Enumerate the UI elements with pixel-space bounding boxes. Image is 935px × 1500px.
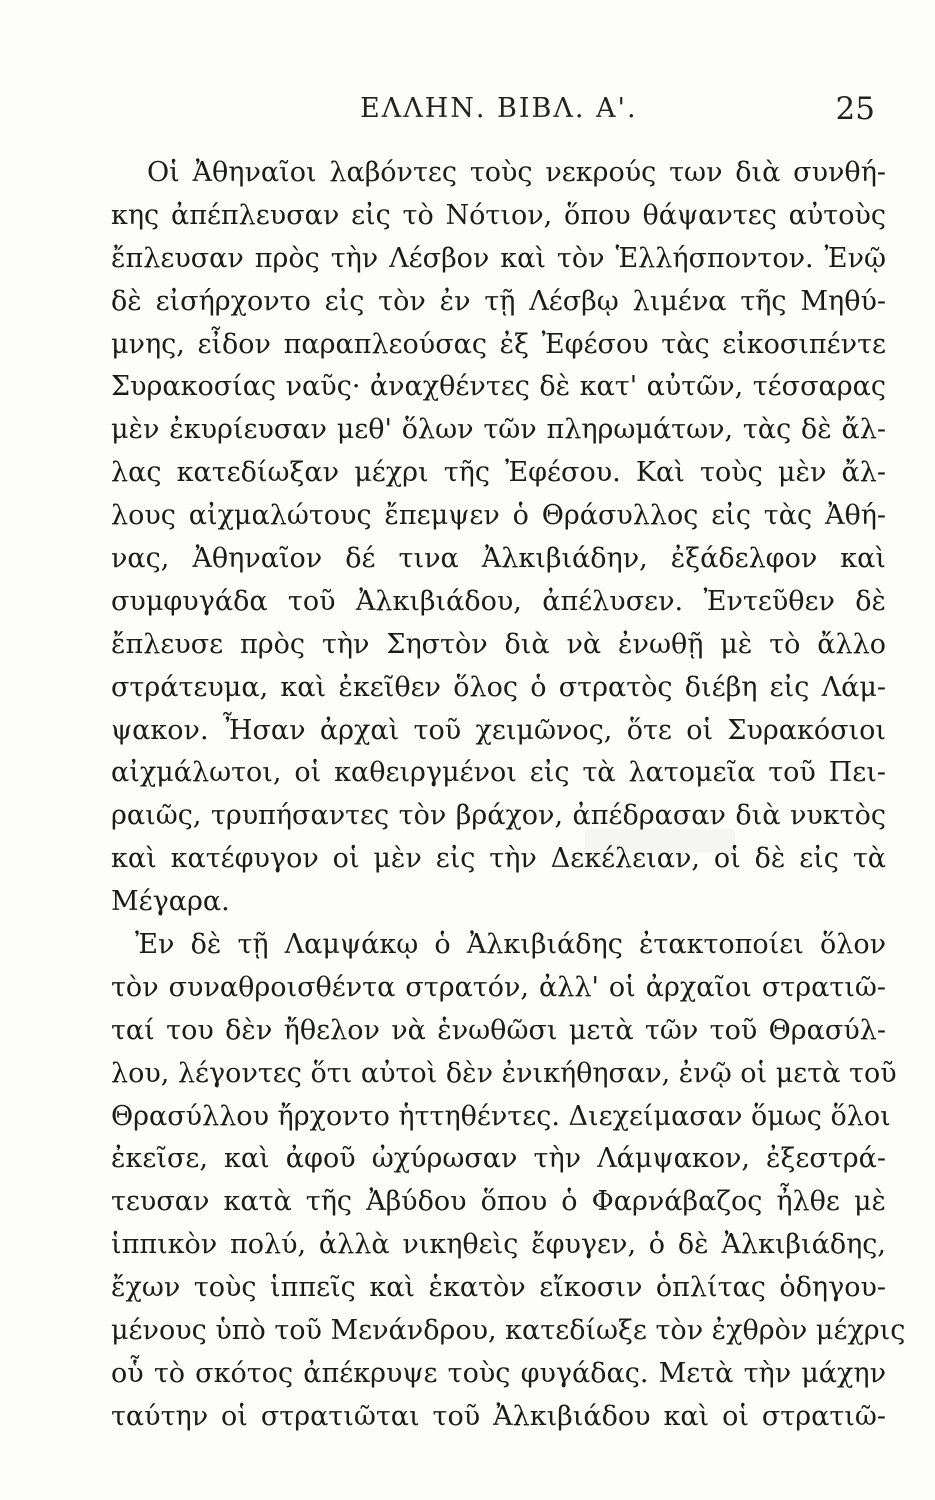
text-line: ἔχων τοὺς ἱππεῖς καὶ ἑκατὸν εἴκοσιν ὁπλίτας ὁδηγου-: [111, 1272, 886, 1304]
text-line: ταύτην οἱ στρατιῶται τοῦ Ἀλκιβιάδου καὶ οἱ στρατιῶ-: [111, 1400, 886, 1432]
text-line: αἰχμάλωτοι, οἱ καθειργμένοι εἰς τὰ λατομεῖα τοῦ Πει-: [111, 757, 886, 789]
running-header: [0, 93, 935, 133]
text-line: ψακον. Ἦσαν ἀρχαὶ τοῦ χειμῶνος, ὅτε οἱ Συρακόσιοι: [111, 714, 886, 746]
text-line: Οἱ Ἀθηναῖοι λαβόντες τοὺς νεκρούς των διὰ συνθή-: [147, 157, 886, 188]
page-number: 25: [835, 91, 875, 127]
text-line: μένους ὑπὸ τοῦ Μενάνδρου, κατεδίωξε τὸν ἐχθρὸν μέχρις: [111, 1315, 906, 1347]
text-line: ἔπλευσαν πρὸς τὴν Λέσβον καὶ τὸν Ἑλλήσποντον. Ἐνῷ: [111, 242, 886, 274]
text-line: Μέγαρα.: [111, 886, 230, 918]
text-line: ἐκεῖσε, καὶ ἀφοῦ ὠχύρωσαν τὴν Λάμψακον, ἐξεστρά-: [111, 1143, 886, 1175]
text-line: μὲν ἐκυρίευσαν μεθ' ὅλων τῶν πληρωμάτων, τὰς δὲ ἄλ-: [111, 414, 886, 446]
text-line: Θρασύλλου ἤρχοντο ἡττηθέντες. Διεχείμασαν ὅμως ὅλοι: [111, 1100, 891, 1132]
text-line: καὶ κατέφυγον οἱ μὲν εἰς τὴν Δεκέλειαν, οἱ δὲ εἰς τὰ: [111, 843, 886, 875]
text-line: λας κατεδίωξαν μέχρι τῆς Ἐφέσου. Καὶ τοὺς μὲν ἄλ-: [111, 457, 886, 489]
text-line: ταί του δὲν ἤθελον νὰ ἑνωθῶσι μετὰ τῶν τοῦ Θρασύλ-: [111, 1014, 886, 1046]
text-line: ἔπλευσε πρὸς τὴν Σηστὸν διὰ νὰ ἐνωθῇ μὲ τὸ ἄλλο: [111, 628, 886, 660]
text-line: λου, λέγοντες ὅτι αὐτοὶ δὲν ἐνικήθησαν, ἐνῷ οἱ μετὰ τοῦ: [111, 1057, 897, 1089]
text-line: ραιῶς, τρυπήσαντες τὸν βράχον, ἀπέδρασαν διὰ νυκτὸς: [111, 800, 886, 832]
text-line: κης ἀπέπλευσαν εἰς τὸ Νότιον, ὅπου θάψαντες αὐτοὺς: [111, 199, 886, 231]
text-line: τευσαν κατὰ τῆς Ἀβύδου ὅπου ὁ Φαρνάβαζος ἦλθε μὲ: [111, 1186, 886, 1218]
text-line: συμφυγάδα τοῦ Ἀλκιβιάδου, ἀπέλυσεν. Ἐντεῦθεν δὲ: [111, 585, 886, 617]
text-line: μνης, εἶδον παραπλεούσας ἐξ Ἐφέσου τὰς εἰκοσιπέντε: [111, 328, 886, 360]
body-text: [111, 152, 906, 1439]
text-line: τὸν συναθροισθέντα στρατόν, ἀλλ' οἱ ἀρχαῖοι στρατιῶ-: [111, 971, 886, 1003]
text-line: Ἐν δὲ τῇ Λαμψάκῳ ὁ Ἀλκιβιάδης ἐτακτοποίει ὅλον: [135, 929, 886, 961]
text-line: Συρακοσίας ναῦς· ἀναχθέντες δὲ κατ' αὐτῶν, τέσσαρας: [111, 371, 886, 403]
text-line: νας, Ἀθηναῖον δέ τινα Ἀλκιβιάδην, ἐξάδελφον καὶ: [111, 543, 886, 575]
text-line: στράτευμα, καὶ ἐκεῖθεν ὅλος ὁ στρατὸς διέβη εἰς Λάμ-: [111, 671, 886, 703]
text-line: λους αἰχμαλώτους ἔπεμψεν ὁ Θράσυλλος εἰς τὰς Ἀθή-: [111, 500, 886, 532]
text-line: οὗ τὸ σκότος ἀπέκρυψε τοὺς φυγάδας. Μετὰ τὴν μάχην: [111, 1357, 886, 1389]
text-line: δὲ εἰσήρχοντο εἰς τὸν ἐν τῇ Λέσβῳ λιμένα τῆς Μηθύ-: [111, 285, 886, 317]
text-line: ἱππικὸν πολύ, ἀλλὰ νικηθεὶς ἔφυγεν, ὁ δὲ Ἀλκιβιάδης,: [111, 1229, 886, 1261]
running-title: ΕΛΛΗΝ. ΒΙΒΛ. Α'.: [360, 93, 638, 124]
